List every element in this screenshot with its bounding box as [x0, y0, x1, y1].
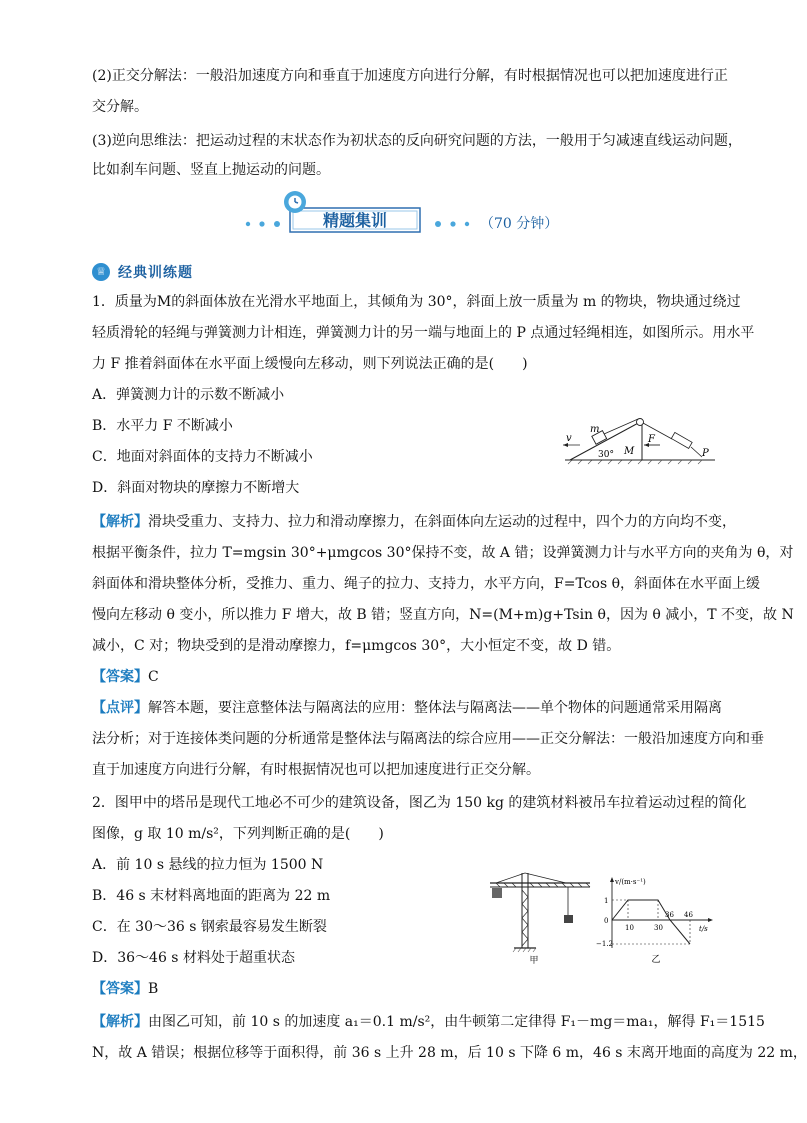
q1-comment-line1: [92, 698, 722, 718]
fig-v-label: v: [566, 433, 572, 444]
q1-analysis-line3: 斜面体和滑块整体分析，受推力、重力、绳子的拉力、支持力，水平方向，F=Tcos θ，斜面体在水平面上缓: [92, 576, 761, 592]
intro-p3-line2: 比如刹车问题、竖直上抛运动的问题。: [92, 162, 330, 178]
q1-comment-line2: 法分析；对于连接体类问题的分析通常是整体法与隔离法的综合应用——正交分解法：一般沿加速度方向和垂: [92, 731, 764, 747]
q1-stem-line3: 力 F 推着斜面体在水平面上缓慢向左移动，则下列说法正确的是( ): [92, 356, 528, 372]
q1-analysis-text1: 滑块受重力、支持力、拉力和滑动摩擦力，在斜面体向左运动的过程中，四个力的方向均不变，: [148, 514, 736, 530]
q1-answer-line: [92, 667, 159, 687]
fig-yi-label: 乙: [651, 955, 661, 965]
q2-analysis-line1: [92, 1012, 765, 1032]
fig-M-label: M: [624, 446, 635, 457]
section-title: 经典训练题: [118, 265, 193, 281]
fig-angle-label: 30°: [598, 450, 614, 460]
q1-comment-line3: 直于加速度方向进行分解，有时根据情况也可以把加速度进行正交分解。: [92, 762, 540, 778]
intro-p2-line2: 交分解。: [92, 99, 148, 115]
comment-tag: 【点评】: [92, 700, 148, 716]
banner-dots-left: [246, 221, 280, 227]
fig-m-label: m: [590, 424, 600, 435]
fig-t30-label: 30: [654, 924, 663, 932]
fig-t46-label: 46: [684, 911, 693, 919]
section-header: [92, 262, 193, 282]
ground-hatch: [568, 460, 702, 464]
q1-answer: C: [148, 669, 159, 685]
q1-analysis-line1: [92, 512, 736, 532]
trophy-icon: ♕: [92, 263, 110, 281]
q1-option-d: D．斜面对物块的摩擦力不断增大: [92, 480, 300, 496]
intro-p3-line1: (3)逆向思维法：把运动过程的末状态作为初状态的反向研究问题的方法，一般用于匀减速直线运动问题，: [92, 133, 742, 149]
q2-vt-graph: [598, 874, 718, 966]
banner-time: （70 分钟）: [480, 216, 559, 232]
q2-option-b: B．46 s 末材料离地面的距离为 22 m: [92, 888, 331, 904]
fig-t10-label: 10: [625, 924, 634, 932]
q2-analysis-text1: 由图乙可知，前 10 s 的加速度 a₁＝0.1 m/s²，由牛顿第二定律得 F₁－mg＝ma₁，解得 F₁＝1515: [148, 1014, 765, 1030]
q2-answer: B: [148, 981, 159, 997]
q1-stem-line1: 1．质量为M的斜面体放在光滑水平地面上，其倾角为 30°，斜面上放一质量为 m 的物块，物块通过绕过: [92, 294, 741, 310]
q1-comment-text1: 解答本题，要注意整体法与隔离法的应用：整体法与隔离法——单个物体的问题通常采用隔离: [148, 700, 722, 716]
q1-option-c: C．地面对斜面体的支持力不断减小: [92, 449, 313, 465]
q2-option-d: D．36～46 s 材料处于超重状态: [92, 950, 295, 966]
q2-stem-line1: 2．图甲中的塔吊是现代工地必不可少的建筑设备，图乙为 150 kg 的建筑材料被吊车拉着运动过程的简化: [92, 795, 747, 811]
fig-P-label: P: [702, 448, 709, 459]
section-banner: [240, 190, 590, 240]
analysis-tag: 【解析】: [92, 1014, 148, 1030]
fig-one-label: 1: [604, 897, 609, 905]
intro-p2-line1: (2)正交分解法：一般沿加速度方向和垂直于加速度方向进行分解，有时根据情况也可以把加速度进行正: [92, 68, 728, 84]
fig-zero-label: 0: [604, 917, 609, 925]
banner-dots-right: [435, 221, 469, 227]
q1-option-b: B．水平力 F 不断减小: [92, 418, 233, 434]
q2-option-c: C．在 30～36 s 钢索最容易发生断裂: [92, 919, 327, 935]
q1-option-a: A．弹簧测力计的示数不断减小: [92, 387, 285, 403]
q1-stem-line2: 轻质滑轮的轻绳与弹簧测力计相连，弹簧测力计的另一端与地面上的 P 点通过轻绳相连，如图所示。用水平: [92, 325, 755, 341]
fig-neg-label: −1.2: [596, 940, 613, 948]
q2-option-a: A．前 10 s 悬线的拉力恒为 1500 N: [92, 857, 324, 873]
fig-t36-label: 36: [665, 911, 674, 919]
q2-crane-figure: [486, 870, 596, 965]
q1-incline-figure: [560, 415, 720, 465]
banner-title: 精题集训: [322, 211, 388, 230]
fig-t-axis-label: t/s: [699, 925, 708, 933]
answer-tag: 【答案】: [92, 669, 148, 685]
fig-v-axis-label: v/(m·s⁻¹): [615, 878, 646, 886]
q2-answer-line: [92, 979, 158, 999]
q2-analysis-line2: N，故 A 错误；根据位移等于面积得，前 36 s 上升 28 m，后 10 s 下降 6 m，46 s 末离开地面的高度为 22 m，: [92, 1045, 807, 1061]
fig-jia-label: 甲: [529, 956, 539, 966]
alarm-clock-icon: [284, 191, 306, 213]
answer-tag: 【答案】: [92, 981, 148, 997]
q2-stem-line2: 图像，g 取 10 m/s²，下列判断正确的是( ): [92, 826, 384, 842]
q1-analysis-line5: 减小，C 对；物块受到的是滑动摩擦力，f=μmgcos 30°，大小恒定不变，故 D 错。: [92, 638, 621, 654]
q1-analysis-line2: 根据平衡条件，拉力 T=mgsin 30°+μmgcos 30°保持不变，故 A 错；设弹簧测力计与水平方向的夹角为 θ，对: [92, 545, 794, 561]
analysis-tag: 【解析】: [92, 514, 148, 530]
q1-analysis-line4: 慢向左移动 θ 变小，所以推力 F 增大，故 B 错；竖直方向，N=(M+m)g+Tsin θ，因为 θ 减小，T 不变，故 N: [92, 607, 794, 623]
fig-F-label: F: [648, 434, 655, 445]
